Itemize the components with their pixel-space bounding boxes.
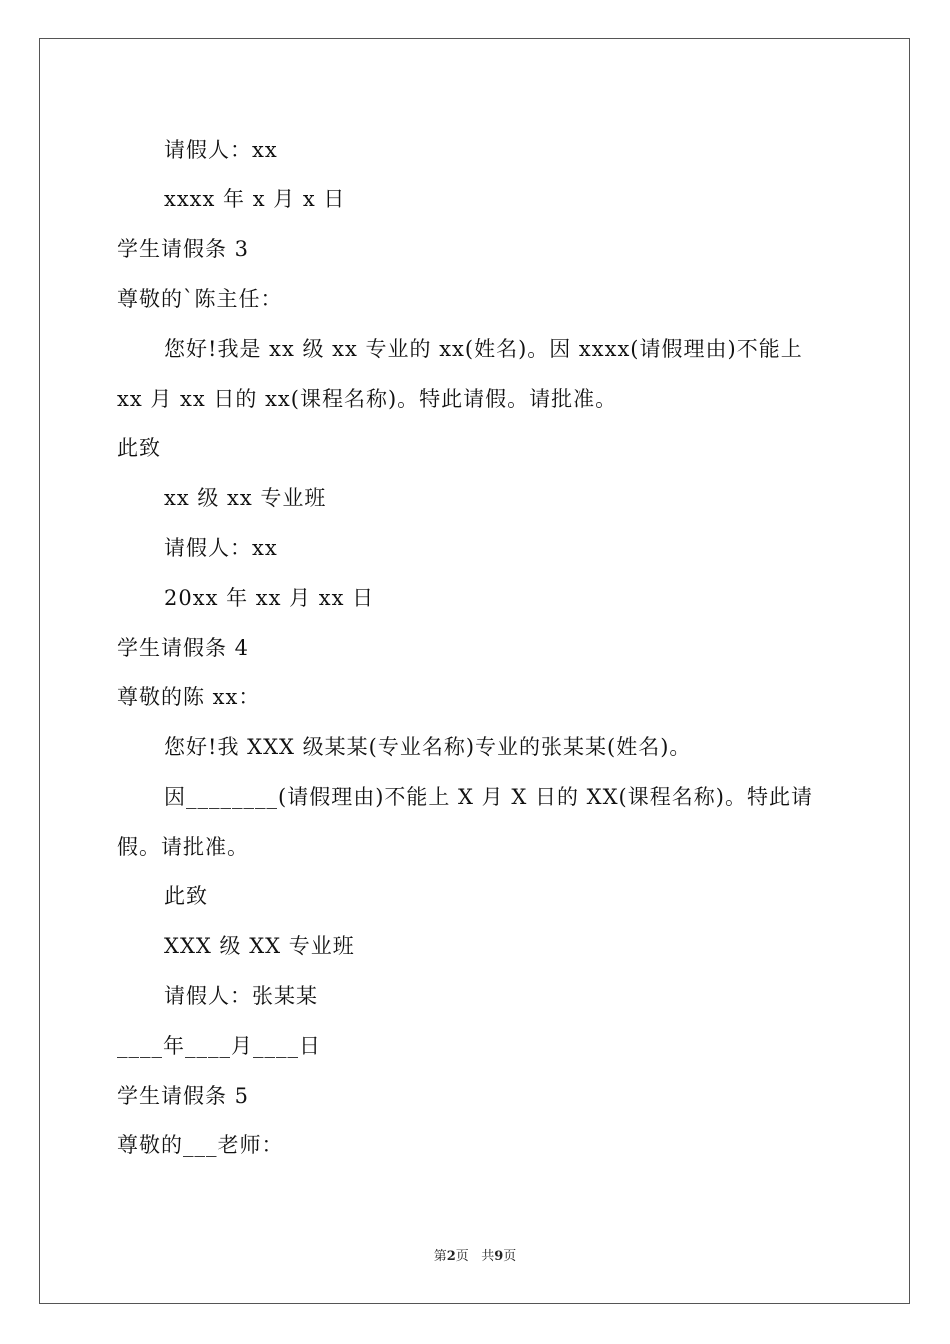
applicant-line: 请假人：张某某 <box>164 984 318 1008</box>
total-prefix: 共 <box>481 1249 495 1264</box>
salutation-line: 尊敬的陈 xx： <box>117 685 261 709</box>
closing-line: 此致 <box>117 436 161 460</box>
page-frame <box>39 38 910 1304</box>
applicant-line: 请假人：xx <box>164 138 278 162</box>
date-line: xxxx 年 x 月 x 日 <box>164 187 346 211</box>
body-line: 假。请批准。 <box>117 835 249 859</box>
total-pages: 9 <box>494 1249 504 1264</box>
applicant-line: 请假人：xx <box>164 536 278 560</box>
date-line: 20xx 年 xx 月 xx 日 <box>164 586 375 610</box>
body-line: 您好!我 XXX 级某某(专业名称)专业的张某某(姓名)。 <box>164 735 692 759</box>
section-title-5: 学生请假条 5 <box>117 1084 250 1108</box>
page-number: 2 <box>446 1249 456 1264</box>
section-title-4: 学生请假条 4 <box>117 636 250 660</box>
date-line: ____年____月____日 <box>117 1034 321 1058</box>
body-line: 因________(请假理由)不能上 X 月 X 日的 XX(课程名称)。特此请 <box>164 785 813 809</box>
page-footer <box>0 1248 950 1266</box>
body-line: 您好!我是 xx 级 xx 专业的 xx(姓名)。因 xxxx(请假理由)不能上 <box>164 337 803 361</box>
class-line: XXX 级 XX 专业班 <box>164 934 355 958</box>
class-line: xx 级 xx 专业班 <box>164 486 327 510</box>
closing-line: 此致 <box>164 884 208 908</box>
section-title-3: 学生请假条 3 <box>117 237 250 261</box>
salutation-line: 尊敬的___老师： <box>117 1133 284 1157</box>
total-suffix: 页 <box>503 1249 517 1264</box>
body-line: xx 月 xx 日的 xx(课程名称)。特此请假。请批准。 <box>117 387 618 411</box>
page-suffix: 页 <box>455 1249 469 1264</box>
page-prefix: 第 <box>433 1249 447 1264</box>
salutation-line: 尊敬的`陈主任： <box>117 287 283 311</box>
